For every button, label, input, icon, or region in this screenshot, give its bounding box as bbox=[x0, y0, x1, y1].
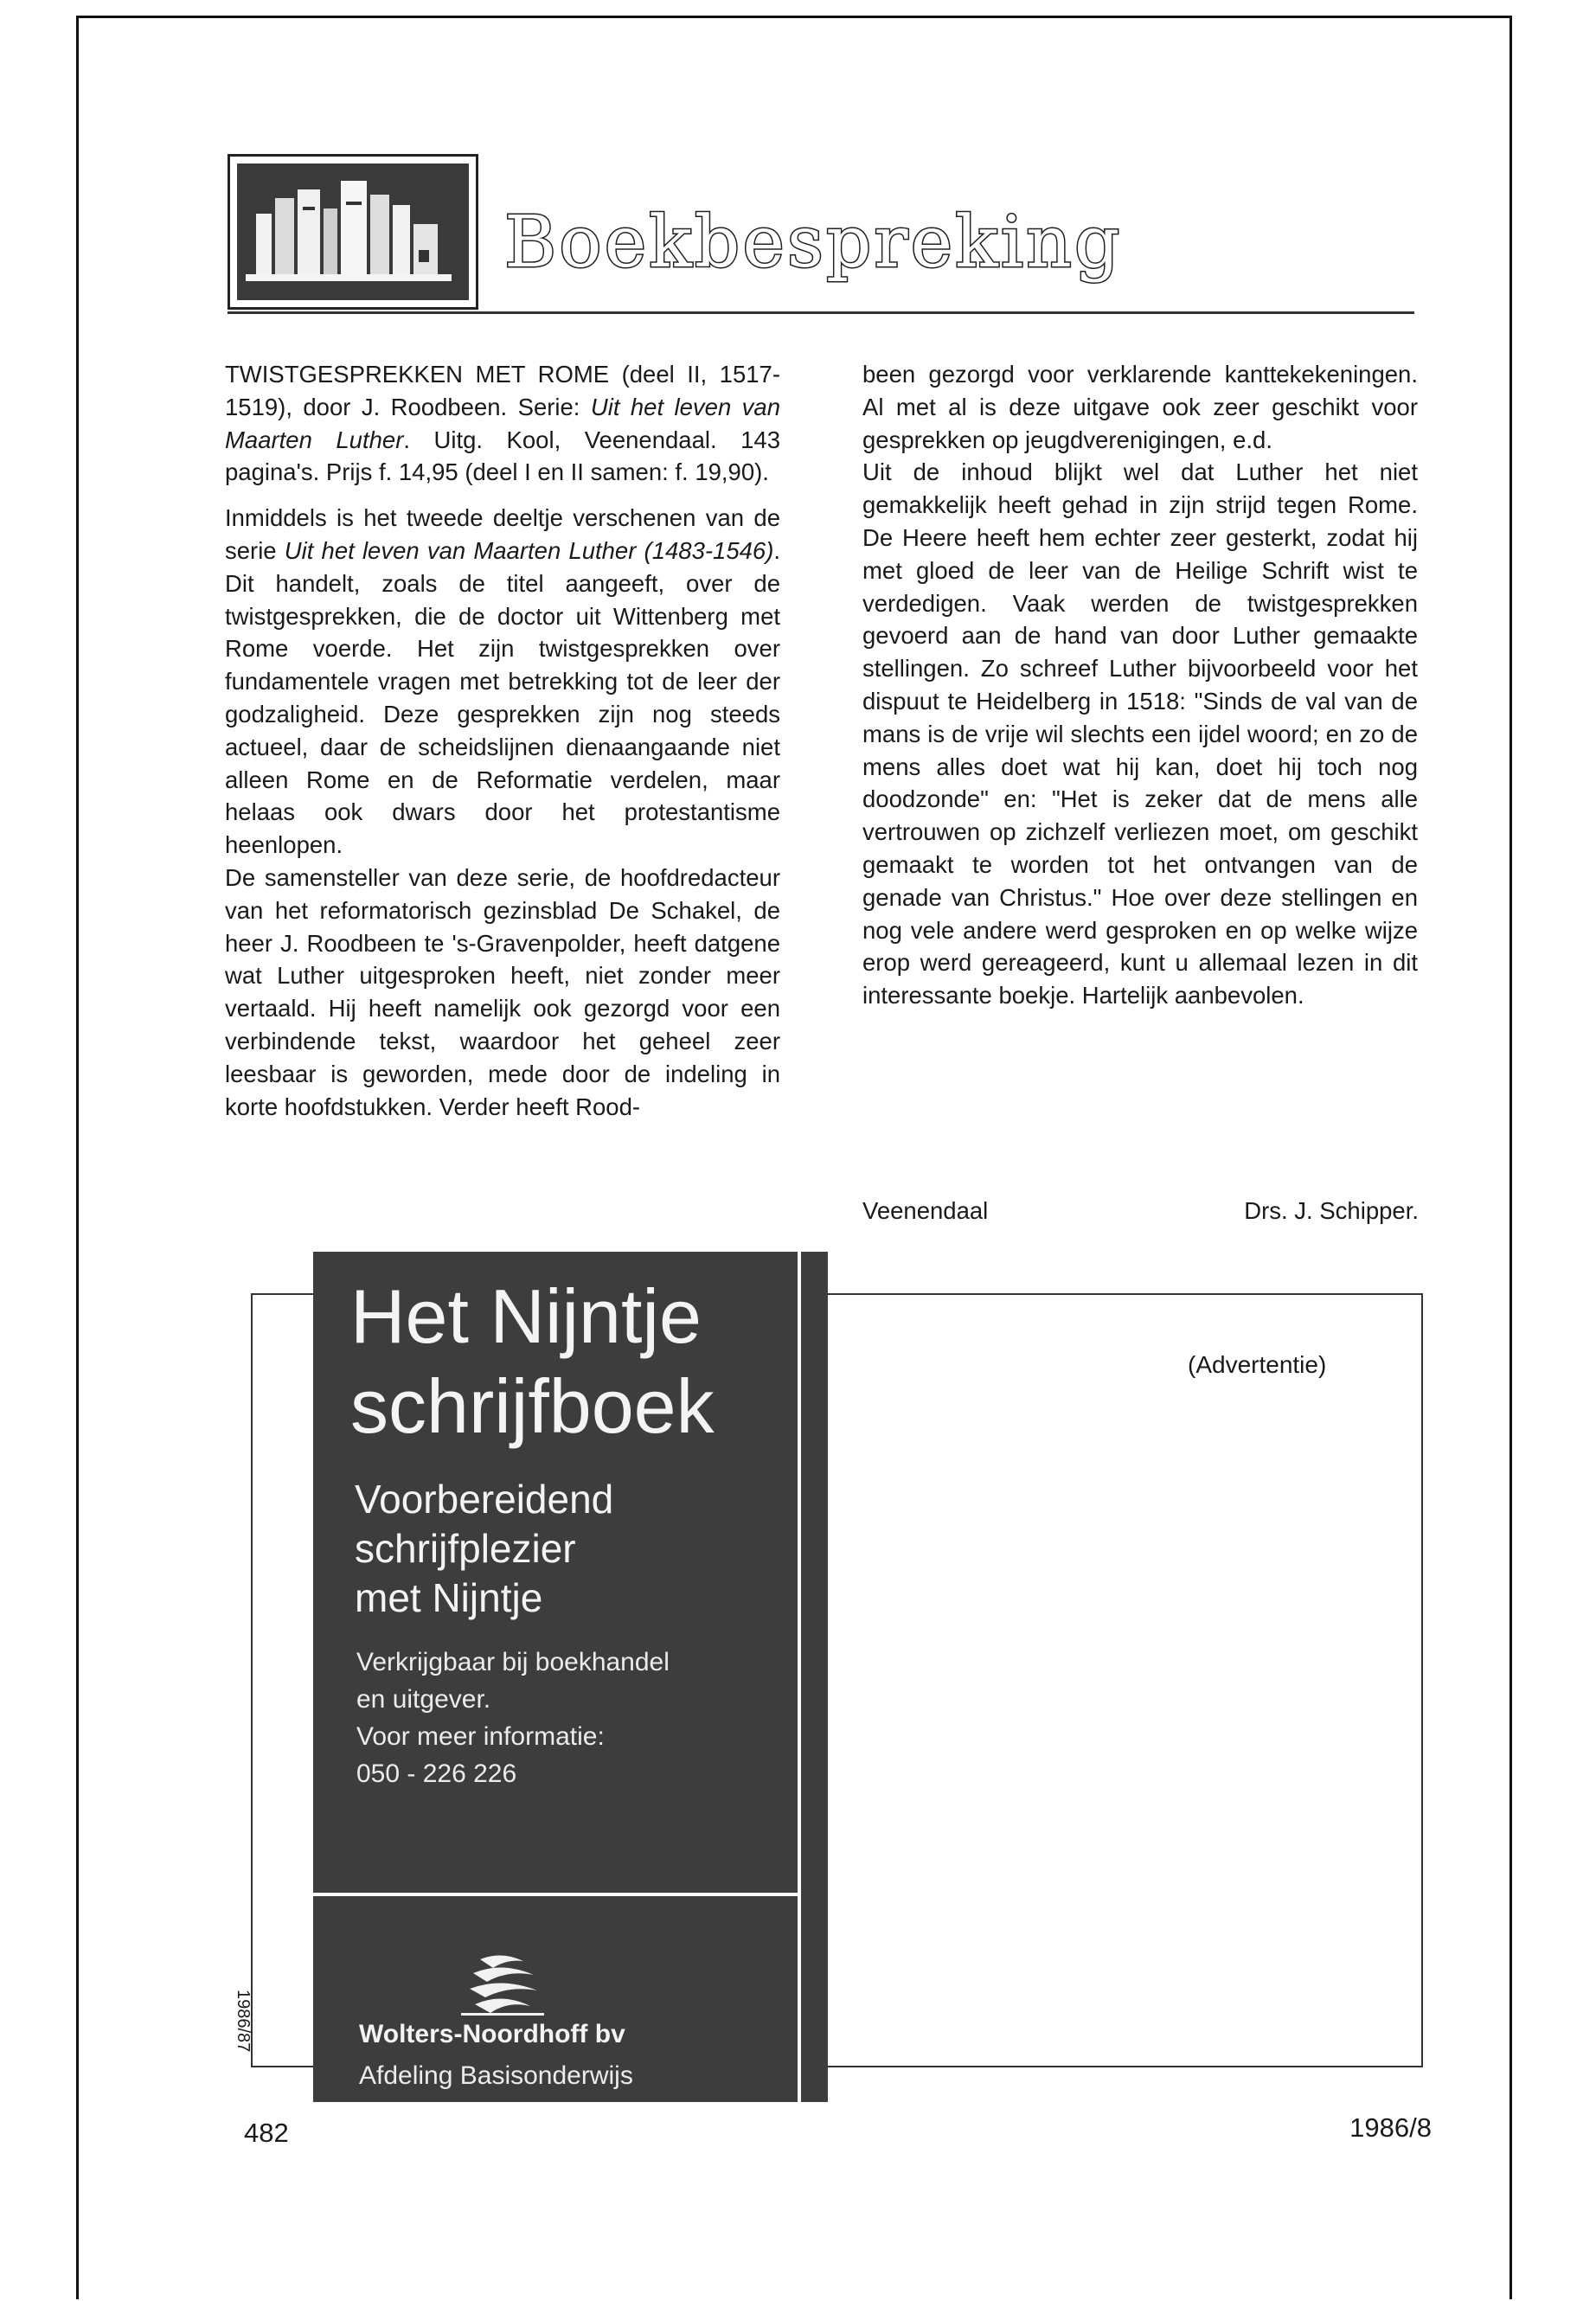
review-author: Drs. J. Schipper. bbox=[1244, 1197, 1419, 1224]
issue-number: 1986/8 bbox=[1349, 2112, 1432, 2143]
review-left-column bbox=[225, 358, 780, 1123]
wolters-noordhoff-logo-icon bbox=[454, 1951, 549, 2020]
advert-title: Het Nijntje schrijfboek bbox=[350, 1273, 715, 1449]
review-paragraph: Uit de inhoud blijkt wel dat Luther het niet gemakkelijk heeft gehad in zijn strijd tegen Rome. De Heere heeft hem echter zeer gesterkt, zodat hij met gloed de leer van de Heilige Schrift wist te verdedigen. Vaak werden de twistgesprekken gevoerd aan de hand van door Luther gemaakte stellingen. Zo schreef Luther bijvoorbeeld voor het dispuut te Heidelberg in 1518: "Sinds de val van de mans is de vrije wil slechts een ijdel woord; en zo de mens alles doet wat hij kan, doet hij toch nog doodzonde" en: "Het is zeker dat de mens alle vertrouwen op zichzelf verliezen moet, om geschikt gemaakt te worden tot het ontvangen van de genade van Christus." Hoe over deze stellingen en nog vele andere werd gesproken en op welke wijze erop werd gereageerd, kunt u allemaal lezen in dit interessante boekje. Hartelijk aanbevolen. bbox=[862, 458, 1418, 1009]
section-title: Boekbespreking bbox=[504, 202, 1123, 284]
advert-subtitle: Voorbereidend schrijfplezier met Nijntje bbox=[355, 1477, 614, 1620]
books-icon bbox=[228, 154, 478, 310]
review-right-column bbox=[862, 358, 1418, 1012]
bibliographic-info: TWISTGESPREKKEN MET ROME (deel II, 1517-1519), door J. Roodbeen. Serie: Uit het leven van Maarten Luther. Uitg. Kool, Veenendaal. 143 pagina's. Prijs f. 14,95 (deel I en II samen: f. 19,90). bbox=[225, 361, 780, 486]
advert-company: Wolters-Noordhoff bv bbox=[359, 2020, 625, 2048]
review-paragraph: Inmiddels is het tweede deeltje verschenen van de serie Uit het leven van Maarten Luther (1483-1546). Dit handelt, zoals de titel aangeeft, over de twistgesprekken, die de doctor uit Wittenberg met Rome voerde. Het zijn twistgesprekken over fundamentele vragen met betrekking tot de leer der godzaligheid. Deze gesprekken zijn nog steeds actueel, daar de scheidslijnen dienaangaande niet alleen Rome en de Reformatie verdelen, maar helaas ook dwars door het protestantisme heenlopen. bbox=[225, 504, 781, 859]
advert-info: Verkrijgbaar bij boekhandel en uitgever. Voor meer informatie: 050 - 226 226 bbox=[356, 1644, 670, 1792]
review-paragraph: been gezorgd voor verklarende kanttekekeningen. Al met al is deze uitgave ook zeer geschikt voor gesprekken op jeugdverenigingen, e.d. bbox=[862, 361, 1418, 453]
advert-department: Afdeling Basisonderwijs bbox=[359, 2061, 633, 2090]
advert-code: 1986/87 bbox=[234, 1990, 253, 2053]
review-paragraph: De samensteller van deze serie, de hoofdredacteur van het reformatorisch gezinsblad De Schakel, de heer J. Roodbeen te 's-Gravenpolder, heeft datgene wat Luther uitgesproken heeft, niet zonder meer vertaald. Hij heeft namelijk ook gezorgd voor een verbindende tekst, waardoor het geheel zeer leesbaar is geworden, mede door de indeling in korte hoofdstukken. Verder heeft Rood- bbox=[225, 863, 780, 1120]
advert-label: (Advertentie) bbox=[1188, 1351, 1327, 1378]
page-number: 482 bbox=[244, 2118, 289, 2148]
review-place: Veenendaal bbox=[862, 1197, 989, 1224]
advert-divider bbox=[798, 1252, 801, 2102]
advert-phone: 050 - 226 226 bbox=[356, 1759, 517, 1788]
advert-divider bbox=[313, 1893, 798, 1896]
header-divider bbox=[228, 311, 1414, 314]
